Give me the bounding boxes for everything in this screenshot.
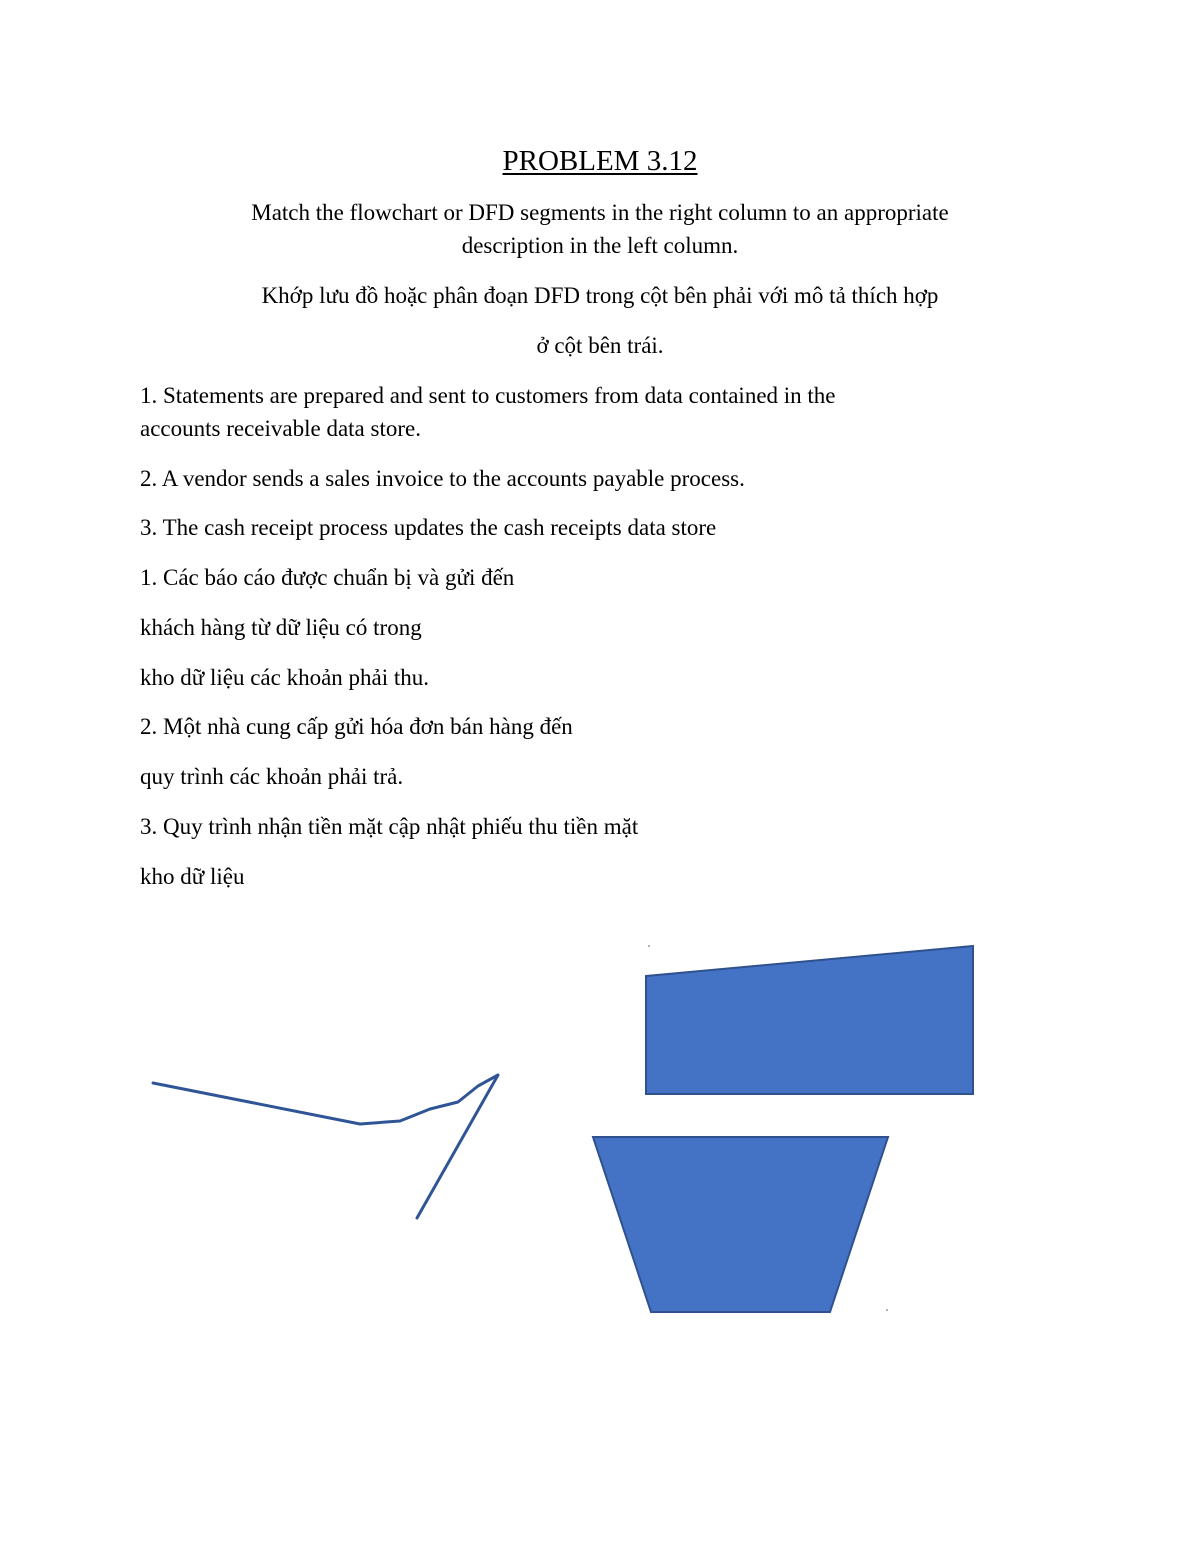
item-vi-3-line-1: 3. Quy trình nhận tiền mặt cập nhật phiếu thu tiền mặt	[140, 814, 639, 839]
item-vi-3-line-2: kho dữ liệu	[140, 864, 245, 889]
item-vi-1-line-1: 1. Các báo cáo được chuẩn bị và gửi đến	[140, 565, 515, 590]
manual-input-shape	[646, 946, 973, 1094]
item-en-3: 3. The cash receipt process updates the cash receipts data store	[140, 515, 717, 540]
stray-dot	[648, 945, 650, 947]
item-vi-1-line-3: kho dữ liệu các khoản phải thu.	[140, 665, 430, 690]
item-vi-1-line-2: khách hàng từ dữ liệu có trong	[140, 615, 422, 640]
item-en-1-line-2: accounts receivable data store.	[140, 416, 421, 441]
instruction-en-line-1: Match the flowchart or DFD segments in the right column to an appropriate	[251, 200, 949, 225]
hand-drawn-flow-line	[153, 1075, 498, 1218]
instruction-vi-line-2: ở cột bên trái.	[536, 333, 664, 358]
item-vi-2-line-2: quy trình các khoản phải trả.	[140, 764, 404, 789]
item-en-2: 2. A vendor sends a sales invoice to the accounts payable process.	[140, 466, 745, 491]
item-en-1-line-1: 1. Statements are prepared and sent to customers from data contained in the	[140, 383, 836, 408]
instruction-vi-line-1: Khớp lưu đồ hoặc phân đoạn DFD trong cột bên phải với mô tả thích hợp	[261, 283, 939, 308]
manual-operation-shape	[593, 1137, 888, 1312]
problem-title: PROBLEM 3.12	[502, 145, 698, 177]
item-vi-2-line-1: 2. Một nhà cung cấp gửi hóa đơn bán hàng đến	[140, 714, 573, 739]
stray-dot	[886, 1309, 888, 1311]
instruction-en-line-2: description in the left column.	[461, 233, 739, 258]
